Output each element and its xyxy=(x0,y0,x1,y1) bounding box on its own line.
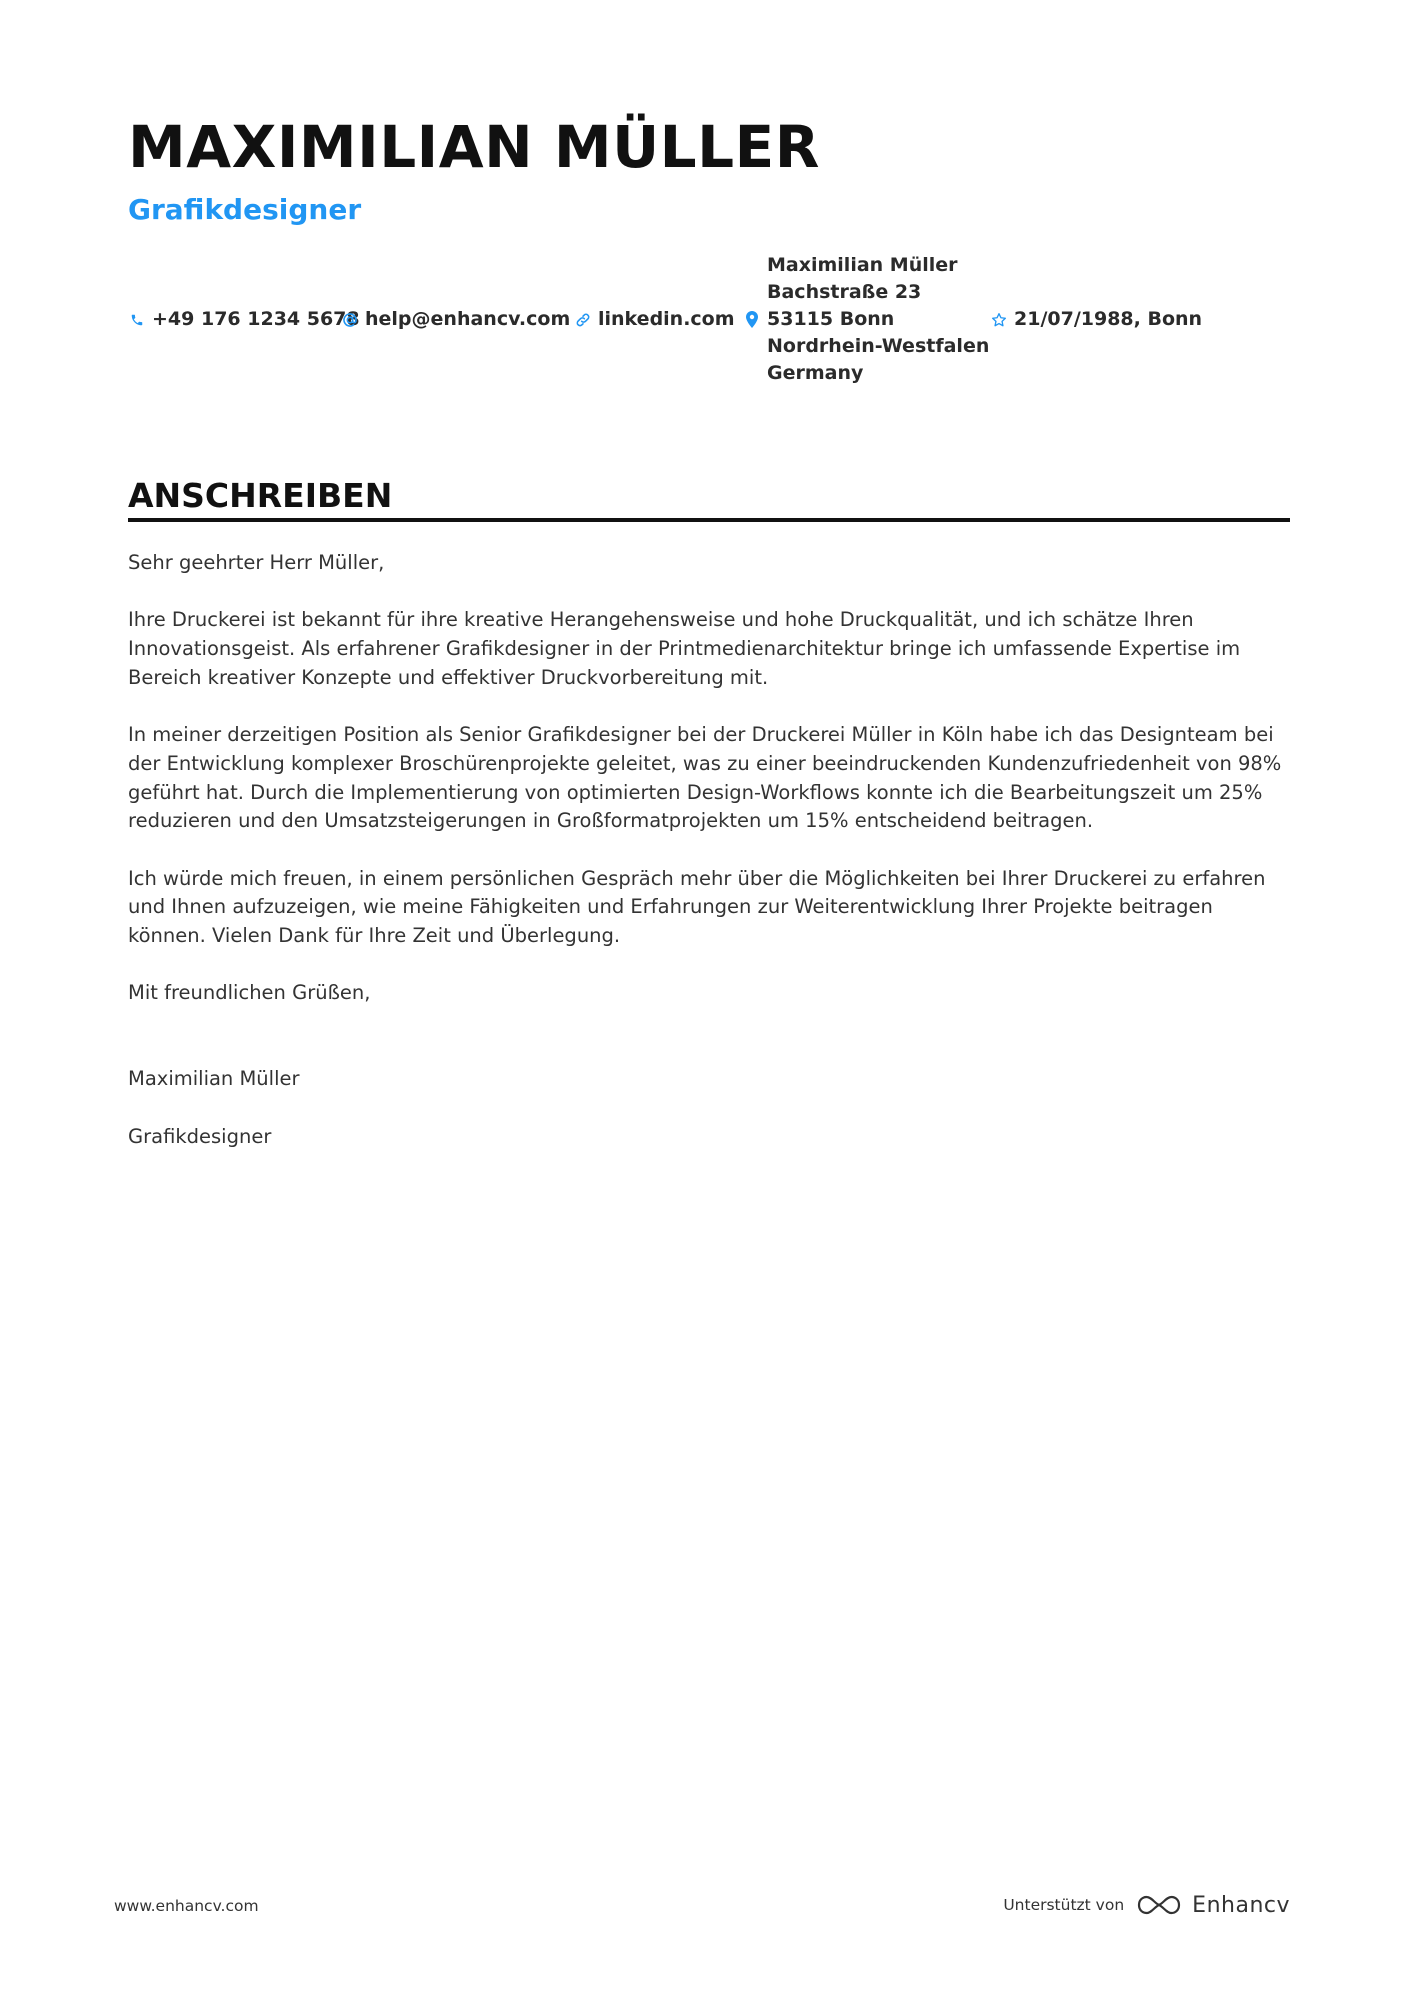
email-text: help@enhancv.com xyxy=(365,308,571,330)
address-line: Germany xyxy=(767,362,864,384)
map-pin-icon xyxy=(743,306,761,333)
letter-paragraph: In meiner derzeitigen Position als Senior Grafikdesigner bei der Druckerei Müller in Köln habe ich das Designteam bei der Entwicklung komplexer Broschürenprojekte geleitet, was zu einer beeindruckenden Kundenzufriedenheit von 98% geführt hat. Durch die Implementierung von optimierten Design-Workflows konnte ich die Bearbeitungszeit um 25% reduzieren und den Umsatzsteigerungen in Großformatprojekten um 15% entscheidend beitragen. xyxy=(128,723,1282,833)
birth-text: 21/07/1988, Bonn xyxy=(1014,308,1203,330)
letter-paragraph: Ihre Druckerei ist bekannt für ihre kreative Herangehensweise und hohe Druckqualität, und ich schätze Ihren Innovationsgeist. Als erfahrener Grafikdesigner in der Printmedienarchitektur bringe ich umfassende Expertise im Bereich kreativer Konzepte und effektiver Druckvorbereitung mit. xyxy=(128,608,1241,689)
linkedin-text: linkedin.com xyxy=(598,308,735,330)
address-line: Nordrhein-Westfalen xyxy=(767,335,990,357)
applicant-name: MAXIMILIAN MÜLLER xyxy=(128,113,820,181)
enhancv-logo-icon xyxy=(1136,1893,1182,1917)
star-icon xyxy=(990,306,1008,333)
phone-icon xyxy=(128,306,146,333)
letter-body xyxy=(128,549,1290,1180)
at-icon xyxy=(341,306,359,333)
contact-birth xyxy=(990,306,1202,333)
brand-logo xyxy=(1136,1893,1290,1918)
section-title: ANSCHREIBEN xyxy=(128,476,393,515)
address-line: Bachstraße 23 xyxy=(767,281,922,303)
contact-address xyxy=(743,252,989,387)
signature-title: Grafikdesigner xyxy=(128,1124,272,1148)
brand-name: Enhancv xyxy=(1192,1892,1290,1918)
link-icon xyxy=(574,306,592,333)
applicant-title: Grafikdesigner xyxy=(128,193,362,226)
address-block xyxy=(767,252,989,387)
phone-text: +49 176 1234 5678 xyxy=(152,308,360,330)
signature-name: Maximilian Müller xyxy=(128,1067,300,1091)
address-line: Maximilian Müller xyxy=(767,254,958,276)
contact-linkedin[interactable] xyxy=(574,306,735,333)
letter-closing: Mit freundlichen Grüßen, xyxy=(128,981,371,1005)
contact-email[interactable] xyxy=(341,306,570,333)
powered-by-label: Unterstützt von xyxy=(1003,1896,1125,1914)
letter-salutation: Sehr geehrter Herr Müller, xyxy=(128,551,385,574)
footer-powered-by[interactable] xyxy=(1003,1887,1290,1923)
letter-paragraph: Ich würde mich freuen, in einem persönlichen Gespräch mehr über die Möglichkeiten bei Ihrer Druckerei zu erfahren und Ihnen aufzuzeigen, wie meine Fähigkeiten und Erfahrungen zur Weiterentwicklung Ihrer Projekte beitragen können. Vielen Dank für Ihre Zeit und Überlegung. xyxy=(128,866,1266,948)
section-divider xyxy=(128,518,1290,522)
address-line: 53115 Bonn xyxy=(767,308,895,330)
contact-phone[interactable] xyxy=(128,306,360,333)
footer-website[interactable]: www.enhancv.com xyxy=(114,1897,259,1915)
